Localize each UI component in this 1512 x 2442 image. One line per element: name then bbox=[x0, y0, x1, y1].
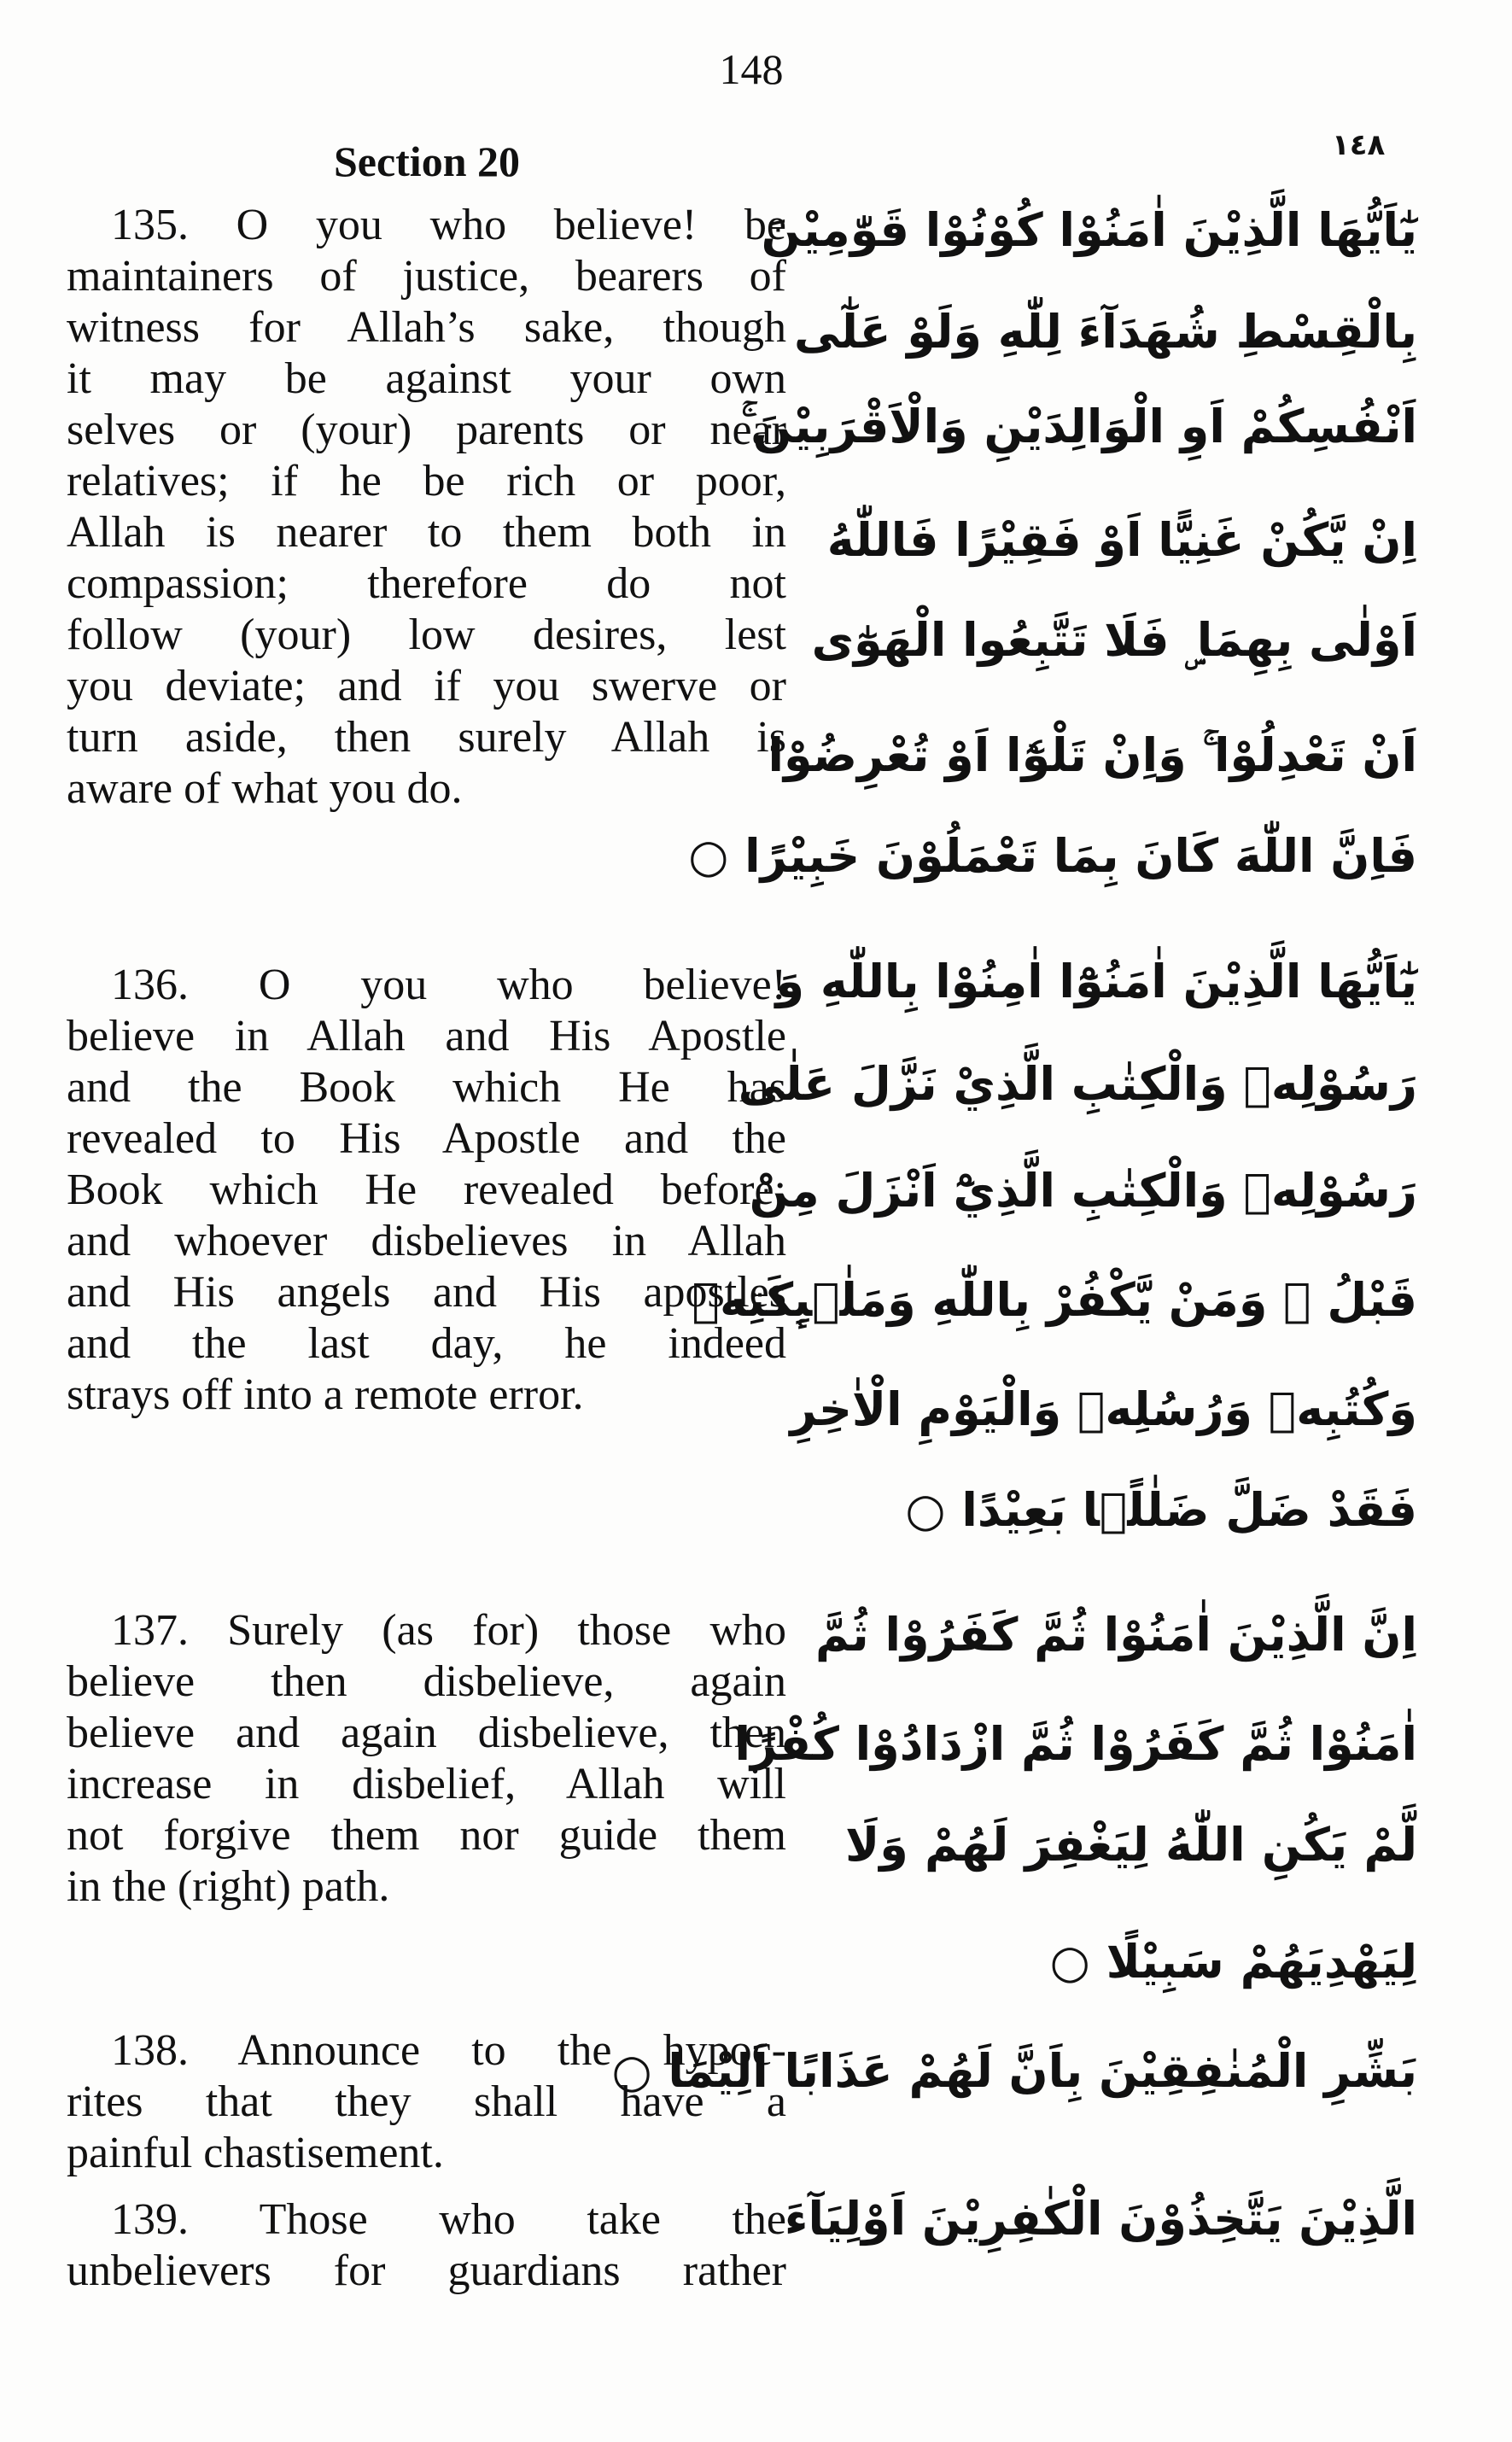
verse-line: painful chastisement. bbox=[67, 2129, 444, 2177]
verse-line: 136. O you who believe! bbox=[111, 961, 786, 1009]
arabic-line: فَاِنَّ اللّٰهَ كَانَ بِمَا تَعْمَلُوْنَ خَبِيْرًا ○ bbox=[688, 829, 1417, 883]
verse-line: and the Book which He has bbox=[67, 1063, 786, 1112]
arabic-line: وَكُتُبِهٖ وَرُسُلِهٖ وَالْيَوْمِ الْاٰخِرِ bbox=[790, 1382, 1417, 1436]
verse-line: and whoever disbelieves in Allah bbox=[67, 1217, 786, 1265]
verse-line: believe then disbelieve, again bbox=[67, 1657, 786, 1706]
arabic-line: اِنَّ الَّذِيْنَ اٰمَنُوْا ثُمَّ كَفَرُوْا ثُمَّ bbox=[815, 1608, 1417, 1662]
verse-line: follow (your) low desires, lest bbox=[67, 610, 786, 659]
arabic-line: اٰمَنُوْا ثُمَّ كَفَرُوْا ثُمَّ ازْدَادُوْا كُفْرًا bbox=[734, 1717, 1417, 1771]
verse-line: believe and again disbelieve, then bbox=[67, 1709, 786, 1757]
verse-line: believe in Allah and His Apostle bbox=[67, 1012, 786, 1060]
verse-line: witness for Allah’s sake, though bbox=[67, 303, 786, 352]
verse-line: and His angels and His apostles bbox=[67, 1268, 786, 1317]
arabic-line: الَّذِيْنَ يَتَّخِذُوْنَ الْكٰفِرِيْنَ اَوْلِيَآءَ bbox=[784, 2192, 1417, 2246]
verse-line: rites that they shall have a bbox=[67, 2077, 786, 2126]
section-title: Section 20 bbox=[333, 137, 521, 185]
verse-line: increase in disbelief, Allah will bbox=[67, 1760, 786, 1808]
arabic-line: اَنْفُسِكُمْ اَوِ الْوَالِدَيْنِ وَالْاَقْرَبِيْنَ ۚ bbox=[741, 400, 1417, 453]
verse-line: 138. Announce to the hypoc- bbox=[111, 2026, 786, 2075]
arabic-line: لِيَهْدِيَهُمْ سَبِيْلًا ○ bbox=[1049, 1935, 1417, 1989]
verse-line: 139. Those who take the bbox=[111, 2195, 786, 2244]
verse-line: maintainers of justice, bearers of bbox=[67, 252, 786, 301]
arabic-line: فَقَدْ ضَلَّ ضَلٰلًۢا بَعِيْدًا ○ bbox=[905, 1483, 1417, 1537]
verse-line: revealed to His Apostle and the bbox=[67, 1114, 786, 1163]
arabic-line: قَبْلُ ۭ وَمَنْ يَّكْفُرْ بِاللّٰهِ وَمَلٰۗىِٕكَتِهٖ bbox=[692, 1273, 1417, 1327]
arabic-line: بَشِّرِ الْمُنٰفِقِيْنَ بِاَنَّ لَهُمْ عَذَابًا اَلِيْمَا ○ bbox=[611, 2044, 1417, 2098]
page-number: 148 bbox=[719, 45, 784, 93]
arabic-line: رَسُوْلِهٖ وَالْكِتٰبِ الَّذِيْ نَزَّلَ عَلٰى bbox=[738, 1057, 1417, 1111]
verse-line: relatives; if he be rich or poor, bbox=[67, 457, 786, 505]
verse-line: you deviate; and if you swerve or bbox=[67, 662, 786, 710]
arabic-line: لَّمْ يَكُنِ اللّٰهُ لِيَغْفِرَ لَهُمْ وَلَا bbox=[845, 1818, 1417, 1872]
arabic-line: بِالْقِسْطِ شُهَدَآءَ لِلّٰهِ وَلَوْ عَلٰٓى bbox=[793, 305, 1417, 359]
verse-line: Book which He revealed before; bbox=[67, 1166, 786, 1214]
verse-line: 135. O you who believe! be bbox=[111, 201, 786, 249]
arabic-line: يٰٓاَيُّهَا الَّذِيْنَ اٰمَنُوْا كُوْنُوْا قَوّٰمِيْنَ bbox=[761, 203, 1417, 257]
arabic-line: اَنْ تَعْدِلُوْا ۚ وَاِنْ تَلْوٗٓا اَوْ تُعْرِضُوْا bbox=[768, 728, 1417, 782]
arabic-page-number: ١٤٨ bbox=[1332, 128, 1386, 162]
verse-line: unbelievers for guardians rather bbox=[67, 2246, 786, 2295]
verse-line: turn aside, then surely Allah is bbox=[67, 713, 786, 762]
verse-line: it may be against your own bbox=[67, 354, 786, 403]
verse-line: in the (right) path. bbox=[67, 1862, 390, 1911]
arabic-line: اَوْلٰى بِهِمَا ۣ فَلَا تَتَّبِعُوا الْهَوٰٓى bbox=[811, 613, 1417, 667]
verse-line: aware of what you do. bbox=[67, 764, 463, 813]
verse-line: 137. Surely (as for) those who bbox=[111, 1606, 786, 1655]
arabic-line: رَسُوْلِهٖ وَالْكِتٰبِ الَّذِيْٓ اَنْزَلَ مِنْ bbox=[749, 1164, 1417, 1218]
verse-line: not forgive them nor guide them bbox=[67, 1811, 786, 1860]
arabic-line: يٰٓاَيُّهَا الَّذِيْنَ اٰمَنُوْٓا اٰمِنُوْا بِاللّٰهِ وَ bbox=[775, 955, 1417, 1008]
arabic-line: اِنْ يَّكُنْ غَنِيًّا اَوْ فَقِيْرًا فَاللّٰهُ bbox=[826, 513, 1417, 567]
verse-line: and the last day, he indeed bbox=[67, 1319, 786, 1368]
verse-line: compassion; therefore do not bbox=[67, 559, 786, 608]
verse-line: Allah is nearer to them both in bbox=[67, 508, 786, 557]
verse-line: selves or (your) parents or near bbox=[67, 406, 786, 454]
verse-line: strays off into a remote error. bbox=[67, 1370, 584, 1419]
